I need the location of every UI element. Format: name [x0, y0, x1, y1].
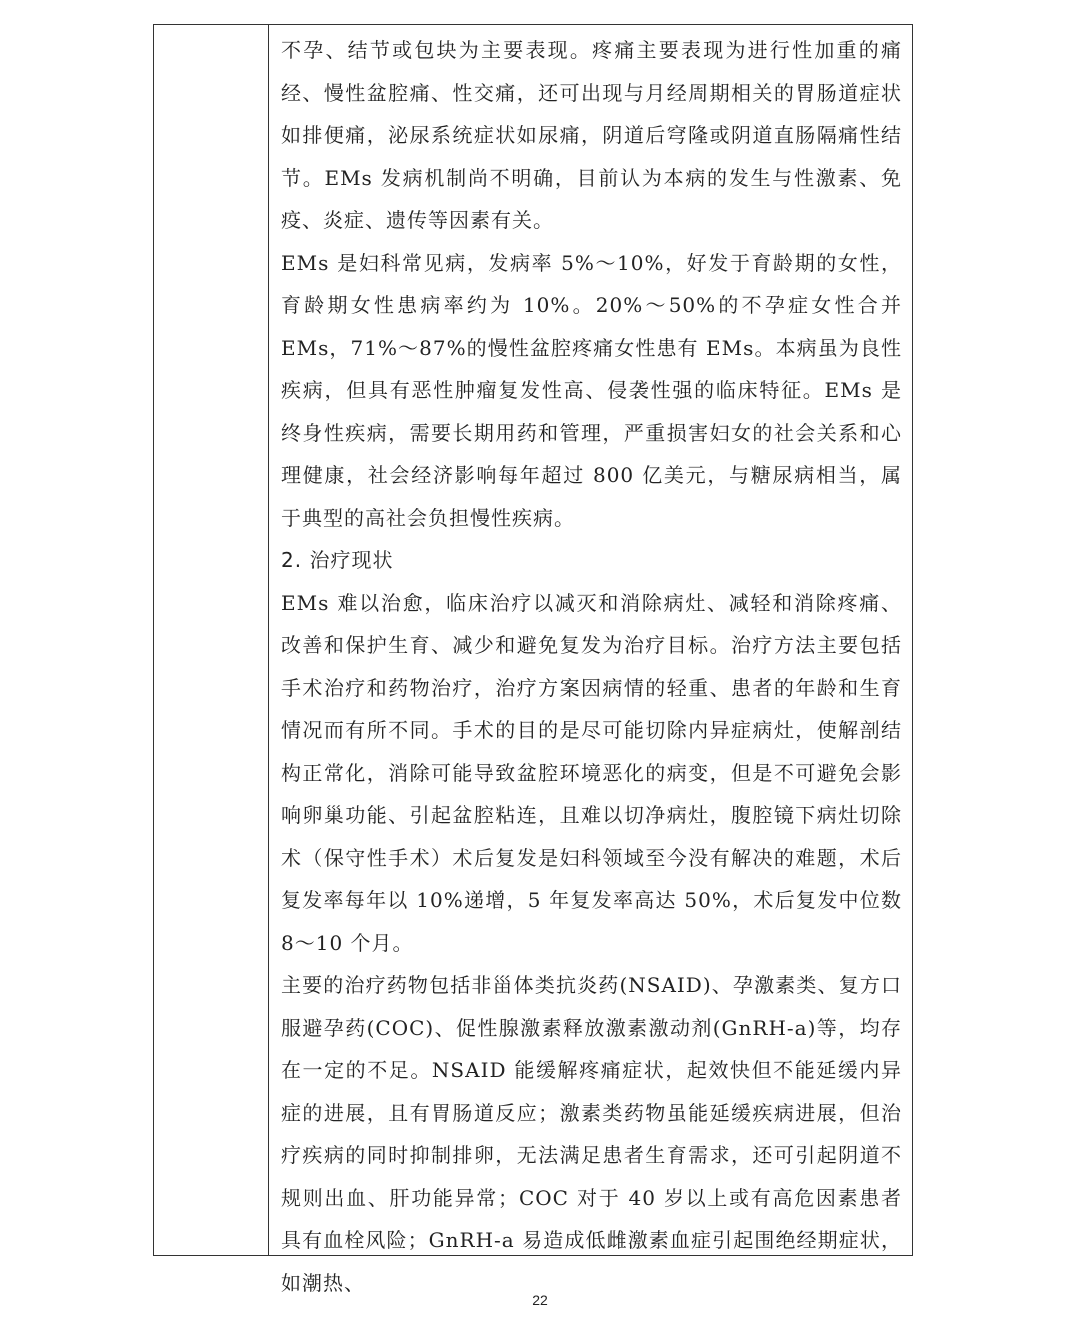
paragraph-drugs: 主要的治疗药物包括非甾体类抗炎药(NSAID)、孕激素类、复方口服避孕药(COC)、促性腺激素释放激素激动剂(GnRH-a)等，均存在一定的不足。NSAID 能缓解疼痛症状，起效快但不能延缓内异症的进展，且有胃肠道反应；激素类药物虽能延缓疾病进展，但治疗疾病的同时抑制排卵，无法满足患者生育需求，还可引起阴道不规则出血、肝功能异常；COC 对于 40 岁以上或有高危因素患者具有血栓风险；GnRH-a 易造成低雌激素血症引起围绝经期症状，如潮热、	[281, 973, 902, 1295]
paragraph-epidemiology: EMs 是妇科常见病，发病率 5%～10%，好发于育龄期的女性，育龄期女性患病率约为 10%。20%～50%的不孕症女性合并 EMs，71%～87%的慢性盆腔疼痛女性患有 EMs。本病虽为良性疾病，但具有恶性肿瘤复发性高、侵袭性强的临床特征。EMs 是终身性疾病，需要长期用药和管理，严重损害妇女的社会关系和心理健康，社会经济影响每年超过 800 亿美元，与糖尿病相当，属于典型的高社会负担慢性疾病。	[281, 250, 902, 530]
paragraph-treatment: EMs 难以治愈，临床治疗以减灭和消除病灶、减轻和消除疼痛、改善和保护生育、减少和避免复发为治疗目标。治疗方法主要包括手术治疗和药物治疗，治疗方案因病情的轻重、患者的年龄和生育情况而有所不同。手术的目的是尽可能切除内异症病灶，使解剖结构正常化，消除可能导致盆腔环境恶化的病变，但是不可避免会影响卵巢功能、引起盆腔粘连，且难以切净病灶，腹腔镜下病灶切除术（保守性手术）术后复发是妇科领域至今没有解决的难题，术后复发率每年以 10%递增，5 年复发率高达 50%，术后复发中位数 8～10 个月。	[281, 590, 902, 955]
table-right-column	[269, 25, 912, 1295]
content-table	[153, 24, 913, 1295]
page-number: 22	[532, 1292, 548, 1308]
paragraph-symptoms: 不孕、结节或包块为主要表现。疼痛主要表现为进行性加重的痛经、慢性盆腔痛、性交痛，还可出现与月经周期相关的胃肠道症状如排便痛，泌尿系统症状如尿痛，阴道后穹隆或阴道直肠隔痛性结节。EMs 发病机制尚不明确，目前认为本病的发生与性激素、免疫、炎症、遗传等因素有关。	[281, 38, 902, 232]
section-heading-treatment-status: 2. 治疗现状	[281, 548, 394, 572]
table-left-column	[154, 25, 269, 1255]
